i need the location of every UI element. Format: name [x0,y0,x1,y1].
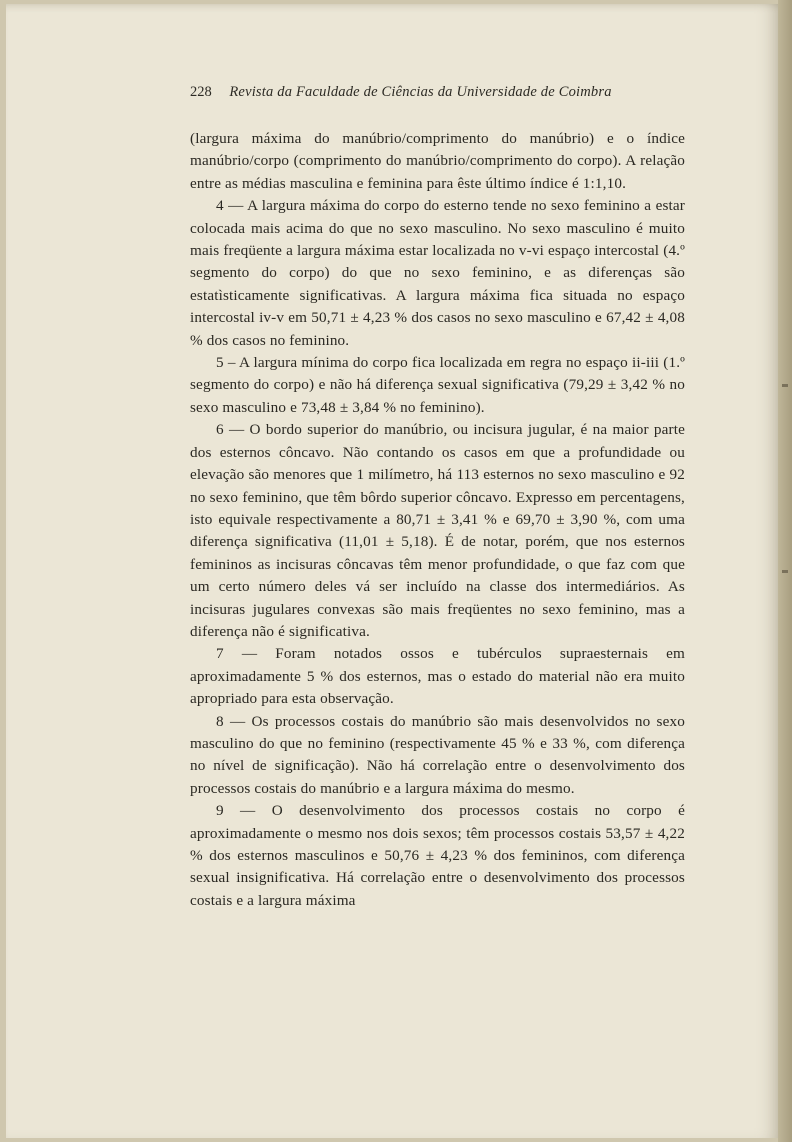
margin-mark [782,570,788,573]
journal-title: Revista da Faculdade de Ciências da Universidade de Coimbra [229,84,612,100]
paragraph: 8 — Os processos costais do manúbrio são mais desenvolvidos no sexo masculino do que no feminino (respectivamente 45 % e 33 %, com diferença no nível de significação). Não há correlação entre o desenvolvimento dos processos costais do manúbrio e a largura máxima do mesmo. [190,712,685,797]
paragraph: 6 — O bordo superior do manúbrio, ou incisura jugular, é na maior parte dos esternos côncavo. Não contando os casos em que a profundidade ou elevação são menores que 1 milímetro, há 113 esternos no sexo masculino e 92 no sexo feminino, que têm bôrdo superior côncavo. Expresso em percentagens, isto equivale respectivamente a 80,71 ± 3,41 % e 69,70 ± 3,90 %, com uma diferença significativa (11,01 ± 5,18). É de notar, porém, que nos esternos femininos as incisuras côncavas têm menor profundidade, o que faz com que um certo número deles vá ser incluído na classe dos intermediários. As incisuras jugulares convexas são mais freqüentes no sexo feminino, mas a diferença não é significativa. [190,421,685,640]
paragraph: 4 — A largura máxima do corpo do esterno tende no sexo feminino a estar colocada mais acima do que no sexo masculino. No sexo masculino é muito mais freqüente a largura máxima estar localizada no v-vi espaço intercostal (4.º segmento do corpo) do que no sexo feminino, e as diferenças são estatìsticamente significativas. A largura máxima fica situada no espaço intercostal iv-v em 50,71 ± 4,23 % dos casos no sexo masculino e 67,42 ± 4,08 % dos casos no feminino. [190,197,685,349]
paragraph: (largura máxima do manúbrio/comprimento do manúbrio) e o índice manúbrio/corpo (comprimento do manúbrio/comprimento do corpo). A relação entre as médias masculina e feminina para êste último índice é 1:1,10. [190,130,685,192]
running-header [190,84,650,101]
body-text [190,128,685,912]
margin-mark [782,384,788,387]
paragraph: 5 – A largura mínima do corpo fica localizada em regra no espaço ii-iii (1.º segmento do corpo) e não há diferença sexual significativa (79,29 ± 3,42 % no sexo masculino e 73,48 ± 3,84 % no feminino). [190,354,685,416]
paragraph: 9 — O desenvolvimento dos processos costais no corpo é aproximadamente o mesmo nos dois sexos; têm processos costais 53,57 ± 4,22 % dos esternos masculinos e 50,76 ± 4,23 % dos femininos, com diferença sexual insignificativa. Há correlação entre o desenvolvimento dos processos costais e a largura máxima [190,802,685,909]
paragraph: 7 — Foram notados ossos e tubérculos supraesternais em aproximadamente 5 % dos esternos, mas o estado do material não era muito apropriado para esta observação. [190,645,685,708]
page-number: 228 [190,84,212,100]
